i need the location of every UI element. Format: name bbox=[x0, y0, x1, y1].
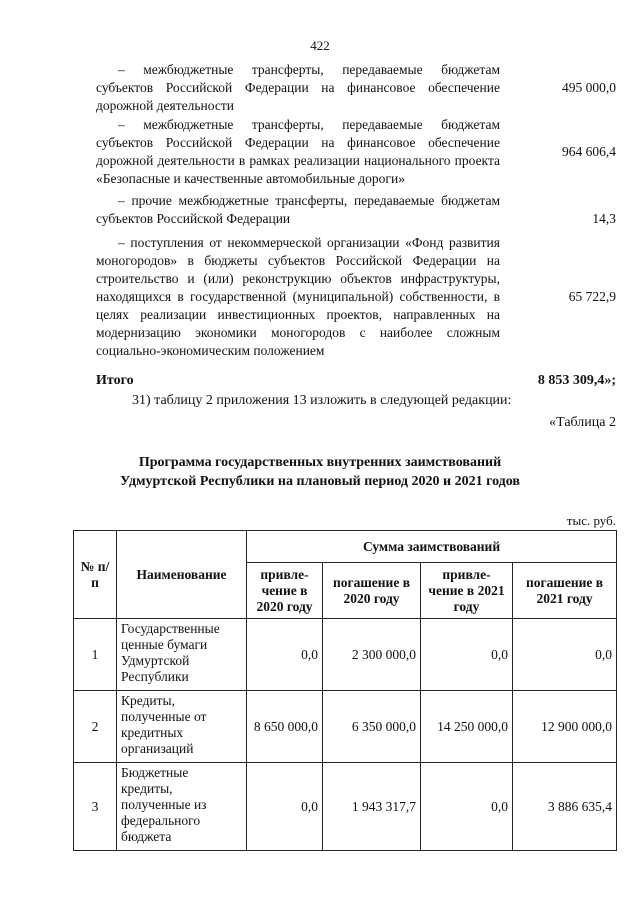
table-row bbox=[74, 619, 617, 691]
header-num: № п/п bbox=[74, 531, 117, 619]
header-sub-2: погашение в 2020 году bbox=[323, 563, 421, 619]
units-label: тыс. руб. bbox=[566, 513, 616, 528]
borrowing-table bbox=[73, 530, 617, 851]
table-row bbox=[74, 691, 617, 763]
instruction-text: 31) таблицу 2 приложения 13 изложить в следующей редакции: bbox=[132, 393, 512, 408]
row-value: 2 300 000,0 bbox=[323, 619, 421, 691]
transfer-item-1 bbox=[96, 61, 616, 115]
header-group: Сумма заимствований bbox=[247, 531, 617, 563]
row-value: 6 350 000,0 bbox=[323, 691, 421, 763]
row-value: 0,0 bbox=[421, 619, 513, 691]
header-sub-3: привле-чение в 2021 году bbox=[421, 563, 513, 619]
total-label: Итого bbox=[96, 373, 134, 388]
transfer-text: – межбюджетные трансферты, передаваемые бюджетам субъектов Российской Федерации на финансовое обеспечение дорожной деятельности в рамках реализации национального проекта «Безопасные и качественные автомобильные дороги» bbox=[96, 117, 500, 186]
total-row bbox=[96, 373, 616, 389]
row-value: 12 900 000,0 bbox=[513, 691, 617, 763]
transfer-amount: 964 606,4 bbox=[562, 144, 616, 159]
transfer-text: – межбюджетные трансферты, передаваемые бюджетам субъектов Российской Федерации на финансовое обеспечение дорожной деятельности bbox=[96, 62, 500, 113]
row-value: 1 943 317,7 bbox=[323, 763, 421, 851]
row-num: 3 bbox=[74, 763, 117, 851]
program-title-line-1: Программа государственных внутренних заимствований bbox=[138, 455, 502, 470]
row-value: 0,0 bbox=[247, 763, 323, 851]
transfer-text: – поступления от некоммерческой организации «Фонд развития моногородов» в бюджеты субъектов Российской Федерации на строительство и (или) реконструкцию объектов инфраструктуры, находящихся в государственной (муниципальной) собственности, в целях реализации инвестиционных проектов, направленных на модернизацию экономики моногородов с наиболее сложным социально-экономическим положением bbox=[96, 235, 500, 358]
row-value: 0,0 bbox=[247, 619, 323, 691]
transfer-item-2 bbox=[96, 116, 616, 188]
program-title-line-2: Удмуртской Республики на плановый период 2020 и 2021 годов bbox=[120, 474, 520, 489]
header-name: Наименование bbox=[117, 531, 247, 619]
row-value: 0,0 bbox=[513, 619, 617, 691]
row-name: Государственные ценные бумаги Удмуртской Республики bbox=[117, 619, 247, 691]
transfer-amount: 495 000,0 bbox=[562, 80, 616, 95]
total-amount: 8 853 309,4»; bbox=[537, 373, 616, 388]
row-num: 1 bbox=[74, 619, 117, 691]
table-row bbox=[74, 763, 617, 851]
row-value: 0,0 bbox=[421, 763, 513, 851]
transfer-amount: 65 722,9 bbox=[568, 289, 616, 304]
page-number: 422 bbox=[310, 38, 330, 53]
transfer-text: – прочие межбюджетные трансферты, передаваемые бюджетам субъектов Российской Федерации bbox=[96, 193, 500, 226]
row-name: Бюджетные кредиты, полученные из федерального бюджета bbox=[117, 763, 247, 851]
header-sub-4: погашение в 2021 году bbox=[513, 563, 617, 619]
header-sub-1: привле-чение в 2020 году bbox=[247, 563, 323, 619]
row-name: Кредиты, полученные от кредитных организаций bbox=[117, 691, 247, 763]
program-title bbox=[0, 453, 640, 491]
row-value: 14 250 000,0 bbox=[421, 691, 513, 763]
transfer-amount: 14,3 bbox=[592, 211, 616, 226]
row-value: 8 650 000,0 bbox=[247, 691, 323, 763]
row-value: 3 886 635,4 bbox=[513, 763, 617, 851]
table-label: «Таблица 2 bbox=[549, 415, 616, 430]
transfer-item-3 bbox=[96, 192, 616, 228]
row-num: 2 bbox=[74, 691, 117, 763]
transfer-item-4 bbox=[96, 234, 616, 360]
